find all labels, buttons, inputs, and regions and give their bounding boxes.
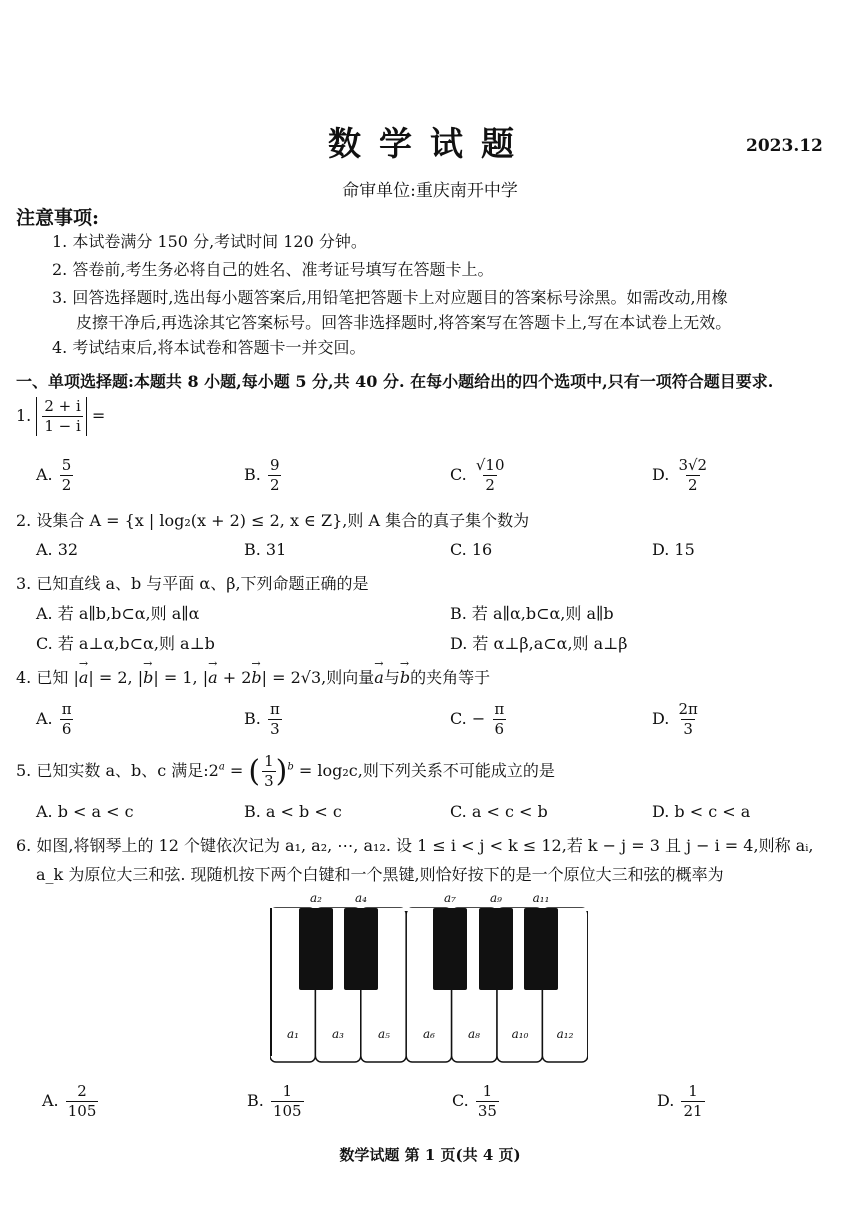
option-label: A. [36,465,53,484]
fraction-numerator: 1 [282,1082,293,1100]
q6-option-b [247,1082,304,1121]
q2-option-b: B. 31 [244,540,287,559]
fraction [60,700,74,739]
fraction [492,700,506,739]
fraction-denominator: 3 [270,720,280,738]
minus-sign: − [471,709,486,728]
fraction-numerator: 3√2 [678,456,708,474]
fraction-numerator: π [269,700,280,718]
option-label: D. [657,1091,675,1110]
white-key-label: a₈ [468,1027,480,1041]
vector-a: → a [374,668,384,687]
white-key-label: a₅ [378,1027,390,1041]
black-key [524,908,558,990]
fraction-denominator: 3 [683,720,693,738]
q3-option-b: B. 若 a∥α,b⊂α,则 a∥b [450,604,614,623]
question-number: 4. [16,668,32,687]
black-key-label: a₇ [444,891,456,905]
black-key [299,908,333,990]
option-label: D. [652,709,670,728]
question-number: 1. [16,406,32,425]
fraction-numerator: 2π [678,700,698,718]
fraction-denominator: 1 − i [44,417,81,435]
absolute-value [36,397,86,436]
q5-option-d: D. b < c < a [652,802,751,821]
q4-option-d [652,700,700,739]
fraction-denominator: 2 [61,476,72,494]
equals-sign: = [91,406,106,425]
option-label: C. [450,465,467,484]
page-footer: 数学试题 第 1 页(共 4 页) [339,1146,521,1164]
fraction-denominator: 105 [67,1102,97,1120]
fraction-denominator: 2 [485,476,495,494]
fraction [268,456,282,495]
fraction-denominator: 105 [272,1102,302,1120]
fraction-numerator: π [494,700,505,718]
notice-rule-4: 4. 考试结束后,将本试卷和答题卡一并交回。 [52,338,366,357]
stem-text: | = 2√3,则向量 [261,668,375,687]
fraction-denominator: 35 [477,1102,497,1120]
q2-option-c: C. 16 [450,540,493,559]
q5-option-c: C. a < c < b [450,802,548,821]
q1-option-d [652,456,709,495]
vector-a: → a [79,668,89,687]
fraction-numerator: 1 [688,1082,698,1100]
q4-option-c [450,700,506,739]
notice-rule-3-cont: 皮擦干净后,再选涂其它答案标号。回答非选择题时,将答案写在答题卡上,写在本试卷上无效。 [76,313,732,332]
exponent-b: b [287,761,294,773]
notice-rule-2: 2. 答卷前,考生务必将自己的姓名、准考证号填写在答题卡上。 [52,260,494,279]
notice-rule-1: 1. 本试卷满分 150 分,考试时间 120 分钟。 [52,232,367,251]
q2-option-a: A. 32 [36,540,79,559]
page-title: 数学试题 [328,124,532,163]
q3-option-a: A. 若 a∥b,b⊂α,则 a∥α [36,604,200,623]
question-5 [16,752,555,791]
fraction-numerator: 5 [61,456,72,474]
fraction [66,1082,99,1121]
fraction-numerator: 9 [269,456,280,474]
question-4 [16,665,490,688]
stem-text: 的夹角等于 [410,668,491,687]
stem-text: = log₂c,则下列关系不可能成立的是 [293,761,555,780]
vector-b: → b [251,668,261,687]
piano-keyboard-diagram [270,888,588,1064]
black-key [479,908,513,990]
black-key-label: a₄ [355,891,367,905]
fraction-numerator: 1 [264,752,274,770]
question-2: 2. 设集合 A = {x | log₂(x + 2) ≤ 2, x ∈ Z},则 A 集合的真子集个数为 [16,511,530,530]
white-key-label: a₁₂ [556,1027,574,1041]
white-key-label: a₁₀ [511,1027,529,1041]
option-label: A. [42,1091,59,1110]
exponent-a: a [218,761,225,773]
black-key [344,908,378,990]
white-key-label: a₃ [332,1027,344,1041]
exam-unit: 命审单位:重庆南开中学 [342,181,518,201]
fraction-numerator: π [61,700,72,718]
question-number: 5. [16,761,32,780]
fraction [60,456,74,495]
fraction-denominator: 6 [494,720,505,738]
option-label: C. [450,709,467,728]
vector-a: → a [208,668,218,687]
stem-text: 已知实数 a、b、c 满足:2 [36,761,219,780]
black-key-label: a₁₁ [532,891,550,905]
abs-open: | [73,668,79,687]
equals-sign: = [224,761,249,780]
stem-text: 已知 [36,668,69,687]
black-key [433,908,467,990]
white-key-label: a₁ [287,1027,299,1041]
fraction [676,700,699,739]
q4-option-b [244,700,282,739]
fraction-denominator: 3 [264,772,274,790]
paren-open: ( [248,754,261,789]
q5-option-b: B. a < b < c [244,802,342,821]
fraction-numerator: 1 [482,1082,493,1100]
notice-rule-3: 3. 回答选择题时,选出每小题答案后,用铅笔把答题卡上对应题目的答案标号涂黑。如需改动,用橡 [52,288,728,307]
stem-text: + 2 [217,668,252,687]
fraction-denominator: 21 [683,1102,703,1120]
black-key-label: a₉ [490,891,502,905]
fraction [476,1082,499,1121]
question-1 [16,397,105,436]
fraction-numerator: 2 [77,1082,87,1100]
white-key-label: a₆ [423,1027,435,1041]
fraction-denominator: 2 [269,476,280,494]
option-label: A. [36,709,53,728]
fraction [474,456,507,495]
q1-option-c [450,456,507,495]
q6-option-a [42,1082,98,1121]
stem-text: | = 2, | [88,668,144,687]
q6-option-c [452,1082,499,1121]
fraction-denominator: 6 [61,720,72,738]
fraction-numerator: √10 [475,456,505,474]
q1-option-a [36,456,73,495]
option-label: D. [652,465,670,484]
fraction [42,397,82,436]
q3-option-c: C. 若 a⊥α,b⊂α,则 a⊥b [36,634,215,653]
section-heading: 一、单项选择题:本题共 8 小题,每小题 5 分,共 40 分. 在每小题给出的四个选项中,只有一项符合题目要求. [16,372,774,391]
vector-b: → b [400,668,410,687]
option-label: B. [247,1091,264,1110]
fraction [676,456,709,495]
option-label: B. [244,465,261,484]
black-key-label: a₂ [310,891,322,905]
fraction-numerator: 2 + i [44,397,81,415]
q4-option-a [36,700,74,739]
fraction [681,1082,704,1121]
paren-close: ) [275,754,288,789]
question-6-line-1: 6. 如图,将钢琴上的 12 个键依次记为 a₁, a₂, ⋯, a₁₂. 设 1 ≤ i < j < k ≤ 12,若 k − j = 3 且 j − i = 4,则称 aᵢ, [16,836,814,855]
q3-option-d: D. 若 α⊥β,a⊂α,则 a⊥β [450,634,628,653]
question-3: 3. 已知直线 a、b 与平面 α、β,下列命题正确的是 [16,574,369,593]
fraction [262,752,276,791]
fraction [271,1082,304,1121]
fraction [268,700,282,739]
fraction-denominator: 2 [687,476,698,494]
q6-option-d [657,1082,705,1121]
question-6-line-2: a_k 为原位大三和弦. 现随机按下两个白键和一个黑键,则恰好按下的是一个原位大三和弦的概率为 [36,865,724,884]
exam-date: 2023.12 [746,136,823,156]
option-label: C. [452,1091,469,1110]
vector-b: → b [143,668,153,687]
option-label: B. [244,709,261,728]
stem-text: 与 [383,668,400,687]
q5-option-a: A. b < a < c [36,802,134,821]
notice-heading: 注意事项: [16,207,100,229]
q2-option-d: D. 15 [652,540,695,559]
q1-option-b [244,456,281,495]
stem-text: | = 1, | [153,668,209,687]
